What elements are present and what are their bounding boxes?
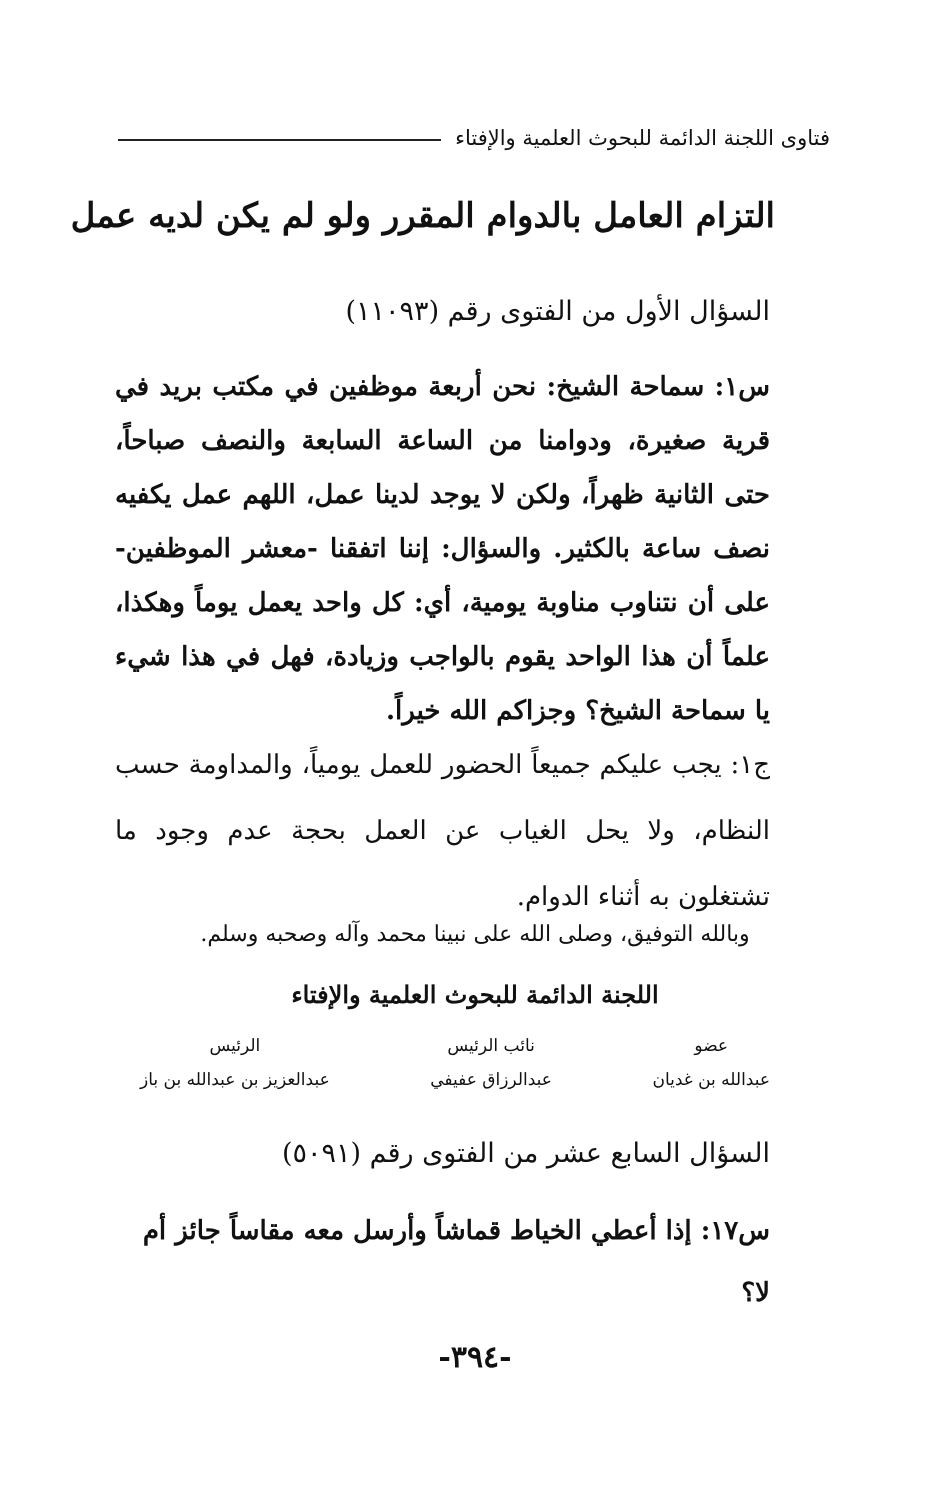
question-17-text: س١٧: إذا أعطي الخياط قماشاً وأرسل معه مقاساً جائز أم لا؟: [142, 1216, 770, 1308]
committee-name: اللجنة الدائمة للبحوث العلمية والإفتاء: [291, 980, 659, 1009]
signatory-role: نائب الرئيس: [447, 1036, 535, 1056]
question-17-heading: السؤال السابع عشر من الفتوى رقم (٥٠٩١): [281, 1138, 770, 1169]
signatory-role: عضو: [694, 1036, 729, 1056]
signatory-role: الرئيس: [209, 1036, 261, 1056]
fatwa-title: التزام العامل بالدوام المقرر ولو لم يكن لديه عمل: [70, 196, 775, 236]
signatory-name: عبدالرزاق عفيفي: [430, 1070, 552, 1090]
question-1-heading: السؤال الأول من الفتوى رقم (١١٠٩٣): [345, 296, 770, 327]
signatory-member: [652, 1036, 770, 1090]
closing-prayer: وبالله التوفيق، وصلى الله على نبينا محمد وآله وصحبه وسلم.: [200, 922, 750, 947]
signatory-name: عبدالله بن غديان: [652, 1070, 770, 1090]
question-1-text: س١: سماحة الشيخ: نحن أربعة موظفين في مكتب بريد في قرية صغيرة، ودوامنا من الساعة السابعة والنصف صباحاً، حتى الثانية ظهراً، ولكن لا يوجد لدينا عمل، اللهم عمل يكفيه نصف ساعة بالكثير. والسؤال: إننا اتفقنا -معشر الموظفين- على أن نتناوب مناوبة يومية، أي: كل واحد يعمل يوماً وهكذا، علماً أن هذا الواحد يقوم بالواجب وزيادة، فهل في هذا شيء يا سماحة الشيخ؟ وجزاكم الله خيراً.: [115, 372, 770, 726]
signatory-vice-president: [430, 1036, 552, 1090]
answer-1-text: ج١: يجب عليكم جميعاً الحضور للعمل يومياً، والمداومة حسب النظام، ولا يحل الغياب عن العمل بحجة عدم وجود ما تشتغلون به أثناء الدوام.: [115, 750, 770, 912]
signatories: [140, 1036, 770, 1090]
signatory-president: [140, 1036, 330, 1090]
running-head: [118, 118, 830, 158]
running-head-text: فتاوى اللجنة الدائمة للبحوث العلمية والإفتاء: [455, 126, 830, 150]
page-number: -٣٩٤-: [438, 1340, 512, 1375]
signatory-name: عبدالعزيز بن عبدالله بن باز: [140, 1070, 330, 1090]
running-head-rule: [118, 139, 441, 141]
